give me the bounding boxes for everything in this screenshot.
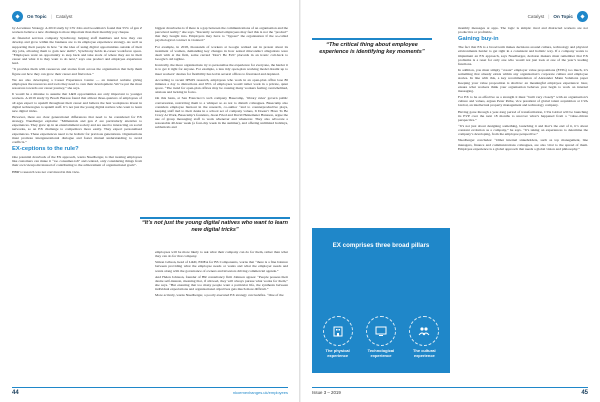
paragraph: For example, in 2018, thousands of workers at Google walked out in protest about its treatment of women, demanding key changes in how sexual misconduct allegations were dealt with at the firm, some carried ‘Don’t Be Evil’ placards in an ironic call-back to Google’s old tagline.	[155, 44, 288, 62]
right-page	[300, 0, 600, 402]
paragraph: In addition, you must simply “create” employer value propositions (EVPs) too much, it’s something that already exists within any organisation’s corporate culture and employee stories. In line with this, a key recommendation of Alexander Mann Solutions paper Keeping your value proposition is shallow: an meaningful employee experience: later, ensure what workers think your organisation behaves year begin to work on internal messaging.	[458, 68, 588, 93]
paragraph: Having gone through a year-long period of transformation, CVA Global will be launching its EVP over the next 18 months to uncover what’s happened from a “value-driven perspective.”	[458, 109, 588, 122]
pillars-box	[312, 228, 450, 373]
paragraph: For EX to be as effective as a strength it must “built very closely” with an organisation’s culture and values, argues Peter Pathe, vice president of global talent acquisition at CVA Global, an intellectual property management and technology company.	[458, 95, 588, 108]
pillars-row	[316, 316, 446, 358]
left-column-2	[155, 26, 288, 212]
paragraph: by Accenture Strategy. A 2019 study by CW Jobs and Goodman’s found that 55% of gen Z workers believe a new challenge is more important than their monthly pay cheque.	[12, 26, 142, 35]
page-number: 45	[581, 390, 588, 396]
left-column-1	[12, 26, 142, 386]
subheading: Gaining buy-in	[458, 36, 499, 43]
paragraph: We are also developing a Career Experience Centre — an internal website giving employees the resources and tools they need to own their development. We’ve put the most resources towards our career journey,” she says.	[12, 77, 142, 91]
paragraph: And Helen Johnson, founder of HR consultancy firm Johnson agrees: “People possess their desire self-interest, meaning that, if allowed, they will always pursue what works for them,” she says. “But ensuring that too many people want a particular life, the synthesis between individual expectations and organisational objectives gets much more difficult.”	[155, 274, 288, 292]
footer-url[interactable]: nkoemexhanges.uk/employees	[232, 390, 288, 395]
left-footer	[12, 387, 288, 396]
page-number: 44	[12, 390, 19, 396]
building-icon	[331, 324, 345, 338]
paragraph: Simon Gibson, head of L&D, EMEA for BS Components, warns that “there is a fine balance between providing what the employee needs or wants and what the employer needs and wants along with the governance of owners and investors driving commercial agenda.”	[155, 260, 288, 273]
paragraph: According to recent IPSOS research, employees who work in an open-plan office lose 86 minutes a day to distractions and 95% of employees would rather work in a private, quiet space. “The trend for open-plan offices may be causing many workers feeling overwhelmed, anxious and lacking in focus.	[155, 77, 288, 95]
people-icon	[417, 324, 431, 338]
pull-quote: “It’s not just the young digital natives who want to learn new digital tricks”	[140, 220, 290, 246]
paragraph: More actively, warns Nuedberger, a poorly executed EX strategy can backfire. “One of the	[155, 293, 284, 298]
quote-rule	[140, 217, 290, 219]
paragraph: biggest drawbacks is if there is a gap between the communications of an organisation and the perceived reality,” she says. “Recently recruited employees may feel this is not the “product” that they bought into. Employers may have to “bypass” the organisation if the so-called psychological contract is violated.”	[155, 26, 288, 43]
pillar-technological: Technological experience	[362, 316, 400, 358]
logo-icon	[12, 11, 23, 22]
right-column	[458, 26, 588, 381]
paragraph: However, there are clear generational differences that need to be considered for EX strategy. Nuedberger explains: “Millennials and gen Z are particularly attentive to experiences. They grew up in an entertainment society and are used to interacting on social networks, so an EX challenge to competitors more easily. They expect personalised experiences. These experiences need to be holistic for previous generations. Organisations must promote intergenerational dialogue and foster mutual understanding to avoid conflicts.”	[12, 114, 142, 144]
paragraph: HBR’s research was not convinced in this view.	[12, 169, 80, 174]
pull-quote: “The critical thing about employee experience is identifying key moments”	[312, 42, 432, 56]
paragraph: One potential drawback of the EX approach, warns Nuedberger, is that treating employees like customers can make it “too consumer-ish” and centred, only considering things from their own viewpoint instead of contributing to the achievement of organisational goals”.	[12, 155, 142, 168]
paragraph: employees will be more likely to ask what their company can do for them, rather than what they can do for that company.	[155, 250, 288, 259]
logo-icon	[577, 11, 588, 22]
pillar-physical: The physical experience	[319, 316, 357, 358]
section-label: On Topic	[27, 13, 47, 19]
right-footer	[312, 387, 588, 396]
paragraph: Nuedberger concludes: “Other internal stakeholders, such as top management, line managers, finance and communications colleagues, are also vital to the spread of them. Employee experience is a global approach that needs a global vision and philosophy.”	[458, 138, 588, 151]
quote-rule	[312, 38, 432, 40]
category-label: Catalyst	[527, 13, 545, 19]
paragraph: monthly messages at apps. The logic is simple: tired and distracted workers are not productive or profitable.	[458, 26, 588, 35]
paragraph: Ironically, the more organisations try to personalise the experience for everyone, the harder it is to get it right for anyone. For example, a less tidy open-plan working model dreamt up to meet workers’ desires for flexibility has led in several offices to frustrated and depleted.	[155, 63, 288, 76]
category-label: Catalyst	[55, 13, 73, 19]
left-page-header: On Topic | Catalyst	[12, 10, 72, 22]
issue-label: Issue 3 – 2019	[312, 390, 341, 395]
paragraph: The fact that EX is a broad term makes decisions around culture, technology and physical environments harder to get right in a consistent and holistic way. If a company wants to implement an EX approach, says Nuedberger, decision makers must remember that EX problems is a reset for only one who would not just look at one of the year’s leading functions.	[458, 45, 588, 66]
paragraph: “It provides them with resources and stories from across the organisation that help them figure out how they can grow their career and find roles.”	[12, 67, 142, 76]
paragraph: On this basis, at San Francisco’s tech company Basecamp, ‘library rules’ govern public conversation, restricting them to a whisper so as not to disturb colleagues. Basecamp also considers employee burnout in the research, co-author “and to counterproductive plays, keeping staff tied to their desks in a school set of company values, It Doesn’t Have To Be Crazy At Work, Basecamp’s founders, Jason Fried and David Heinemeier Hansson, argue the use of group messaging staff to work whenever and whenever. They also advocate a reasonable 40-hour week (a four-day week in the summer), and offering unlimited holidays, sabbaticals and	[155, 96, 288, 130]
paragraph: “It’s not just about designing something, launching it and that’s the end of it, it’s about constant evolution as a company,” he says. “It’s taking on experiences to determine the company’s developing, from the employee perspective.”	[458, 123, 588, 137]
paragraph: It would be a mistake to assume that L&D opportunities are only important to younger workers. A 2019 study by Bosch Bureau found that almost three-quarters of employees of all ages expect to upskill throughout their career and believe the best workplaces invest in digital technologies to upskill staff. It’s not just the young digital natives who want to learn new digital tricks.	[12, 92, 142, 113]
left-column-2b	[155, 250, 288, 386]
section-label: On Topic	[553, 13, 573, 19]
computer-icon	[374, 324, 388, 338]
paragraph: At financial services company Synchrony, helping staff members and how they can develop and grow within the business are to its employee experience strategy. As well as supporting their people in how “at the idea of using digital opportunities outside of their day jobs, allowing them to gain new skills”, Synchrony holds in-career workforce space. “Employees want an opportunity to step back and take stock of where they are in their career and what it is they want to do next,” says one product and employee experience lead.	[12, 36, 142, 66]
right-page-header: Catalyst | On Topic	[528, 10, 588, 22]
page-gutter	[299, 0, 301, 402]
pillar-cultural: The cultural experience	[405, 316, 443, 358]
subheading: EX-ceptions to the rule?	[12, 146, 79, 153]
box-title: EX comprises three broad pillars	[332, 242, 430, 249]
